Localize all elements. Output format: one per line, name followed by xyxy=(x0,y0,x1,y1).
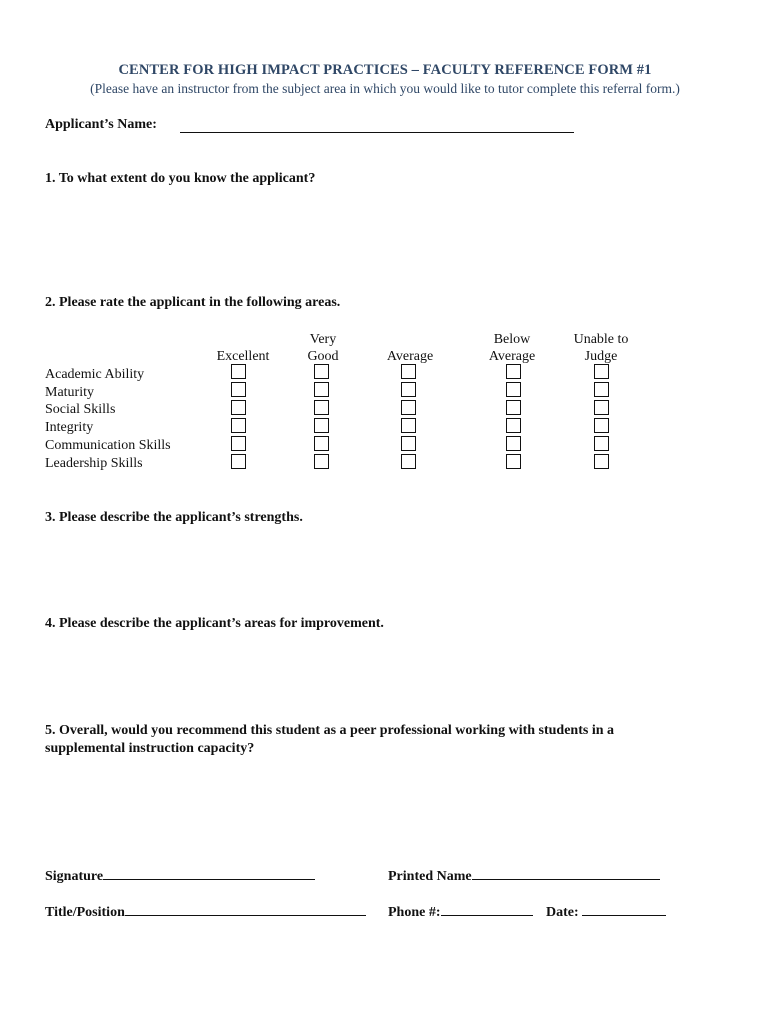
rating-header-very-good xyxy=(280,331,366,365)
form-title: CENTER FOR HIGH IMPACT PRACTICES – FACULTY REFERENCE FORM #1 xyxy=(118,62,652,78)
rating-checkbox[interactable] xyxy=(594,436,609,451)
question-4: 4. Please describe the applicant’s areas for improvement. xyxy=(45,616,384,631)
rating-checkbox[interactable] xyxy=(506,382,521,397)
rating-header-below-average xyxy=(469,331,555,365)
rating-header-unable-to-judge xyxy=(556,331,646,365)
rating-header-line1 xyxy=(200,331,286,348)
rating-checkbox[interactable] xyxy=(401,364,416,379)
rating-header-line2: Good xyxy=(307,349,339,364)
rating-checkbox[interactable] xyxy=(314,418,329,433)
rating-header-line1: Below xyxy=(493,332,531,347)
rating-checkbox[interactable] xyxy=(506,400,521,415)
date-row xyxy=(546,902,666,921)
rating-checkbox[interactable] xyxy=(231,400,246,415)
rating-checkbox[interactable] xyxy=(314,436,329,451)
rating-checkbox[interactable] xyxy=(401,436,416,451)
criterion-academic-ability: Academic Ability xyxy=(45,367,145,382)
title-position-field[interactable] xyxy=(125,902,366,916)
rating-header-line2: Excellent xyxy=(216,349,270,364)
rating-header-line2: Judge xyxy=(584,349,618,364)
signature-label: Signature xyxy=(45,869,104,884)
rating-checkbox[interactable] xyxy=(506,454,521,469)
rating-checkbox[interactable] xyxy=(314,364,329,379)
rating-checkbox[interactable] xyxy=(401,400,416,415)
rating-checkbox[interactable] xyxy=(314,454,329,469)
rating-header-line1 xyxy=(367,331,453,348)
rating-header-line1: Unable to xyxy=(573,332,629,347)
rating-checkbox[interactable] xyxy=(314,382,329,397)
criterion-communication-skills: Communication Skills xyxy=(45,438,171,453)
rating-checkbox[interactable] xyxy=(231,382,246,397)
question-3: 3. Please describe the applicant’s strengths. xyxy=(45,510,303,525)
rating-checkbox[interactable] xyxy=(506,418,521,433)
rating-checkbox[interactable] xyxy=(231,436,246,451)
rating-checkbox[interactable] xyxy=(231,454,246,469)
rating-checkbox[interactable] xyxy=(506,364,521,379)
printed-name-field[interactable] xyxy=(472,866,660,880)
rating-checkbox[interactable] xyxy=(401,454,416,469)
applicant-name-field[interactable] xyxy=(180,117,574,133)
rating-checkbox[interactable] xyxy=(506,436,521,451)
question-1: 1. To what extent do you know the applicant? xyxy=(45,171,316,186)
criterion-social-skills: Social Skills xyxy=(45,402,116,417)
date-field[interactable] xyxy=(582,902,666,916)
question-5-line-2: supplemental instruction capacity? xyxy=(45,741,255,756)
question-5-line-1: 5. Overall, would you recommend this student as a peer professional working with students in a xyxy=(45,723,614,738)
phone-row xyxy=(388,902,533,921)
applicant-name-label: Applicant’s Name: xyxy=(45,117,157,132)
rating-checkbox[interactable] xyxy=(594,400,609,415)
rating-header-line2: Average xyxy=(488,349,536,364)
title-position-label: Title/Position xyxy=(45,905,125,920)
rating-checkbox[interactable] xyxy=(594,382,609,397)
phone-field[interactable] xyxy=(441,902,533,916)
criterion-maturity: Maturity xyxy=(45,385,94,400)
rating-header-line2: Average xyxy=(386,349,434,364)
rating-checkbox[interactable] xyxy=(231,418,246,433)
printed-name-row xyxy=(388,866,660,885)
printed-name-label: Printed Name xyxy=(388,869,472,884)
rating-checkbox[interactable] xyxy=(594,418,609,433)
signature-field[interactable] xyxy=(103,866,315,880)
signature-row xyxy=(45,866,315,885)
date-label: Date: xyxy=(546,905,579,920)
rating-checkbox[interactable] xyxy=(314,400,329,415)
rating-checkbox[interactable] xyxy=(594,454,609,469)
rating-header-average xyxy=(367,331,453,365)
rating-header-excellent xyxy=(200,331,286,365)
title-position-row xyxy=(45,902,366,921)
criterion-integrity: Integrity xyxy=(45,420,94,435)
rating-checkbox[interactable] xyxy=(401,418,416,433)
rating-checkbox[interactable] xyxy=(401,382,416,397)
phone-label: Phone #: xyxy=(388,905,441,920)
rating-checkbox[interactable] xyxy=(594,364,609,379)
rating-checkbox[interactable] xyxy=(231,364,246,379)
question-2: 2. Please rate the applicant in the following areas. xyxy=(45,295,341,310)
form-subtitle: (Please have an instructor from the subject area in which you would like to tutor complete this referral form.) xyxy=(90,81,680,96)
criterion-leadership-skills: Leadership Skills xyxy=(45,456,143,471)
rating-header-line1: Very xyxy=(309,332,337,347)
